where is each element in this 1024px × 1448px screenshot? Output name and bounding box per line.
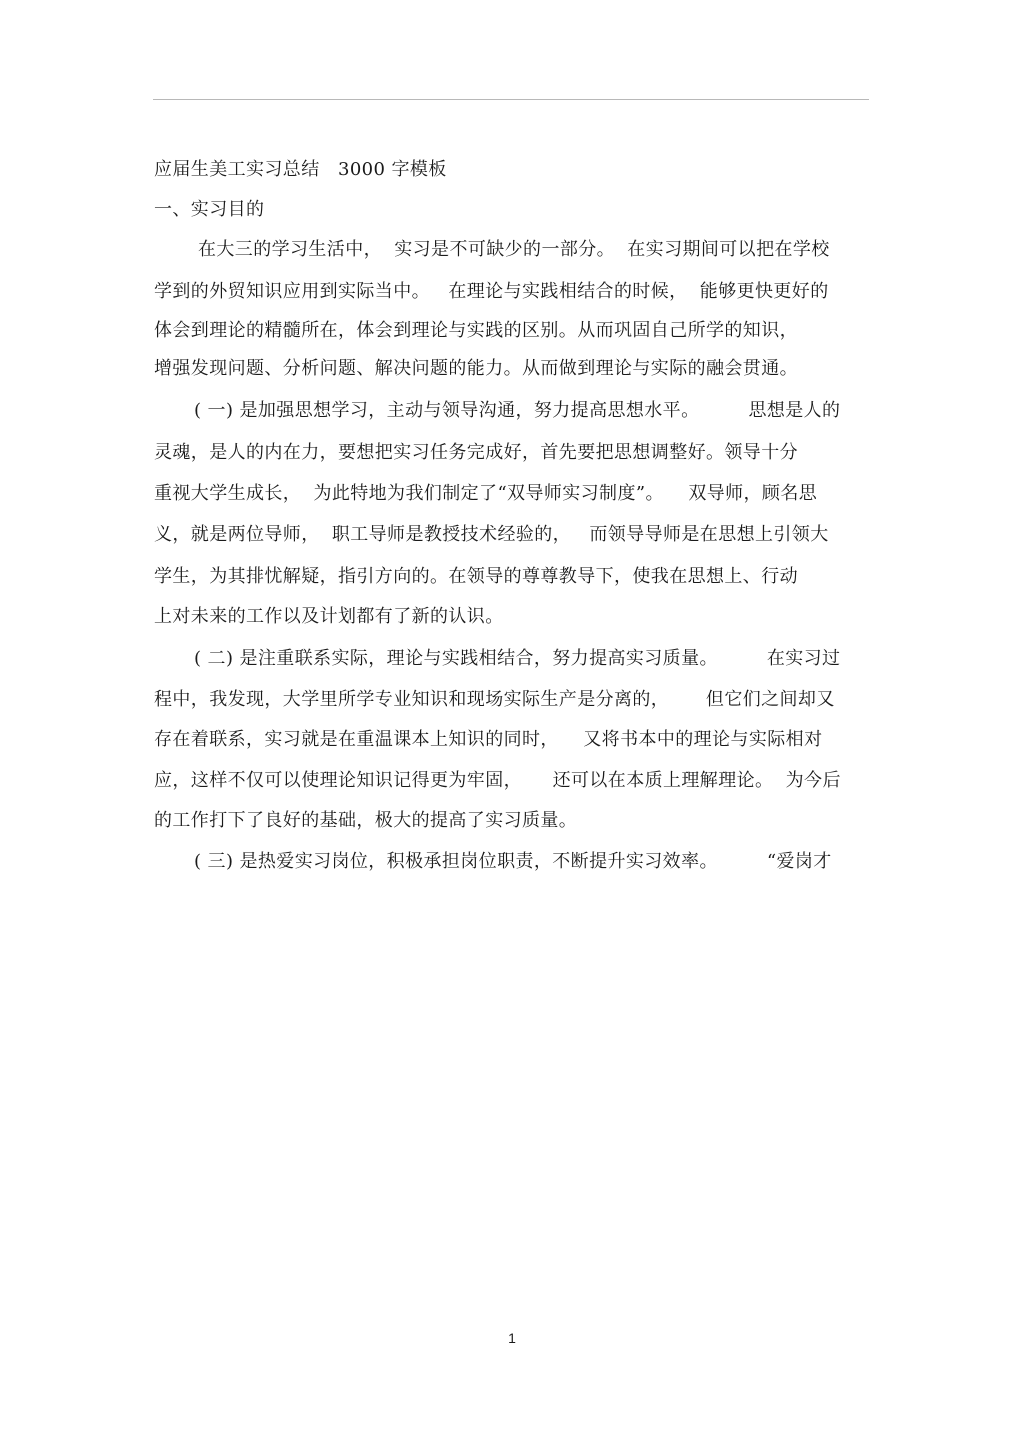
body-line: 义，就是两位导师， 职工导师是教授技术经验的， 而领导导师是在思想上引领大 <box>154 524 829 545</box>
body-line: ( 二) 是注重联系实际，理论与实践相结合，努力提高实习质量。 在实习过 <box>194 648 841 669</box>
body-line: 增强发现问题、分析问题、解决问题的能力。从而做到理论与实际的融会贯通。 <box>154 358 798 379</box>
body-line: 灵魂，是人的内在力，要想把实习任务完成好，首先要把思想调整好。领导十分 <box>154 442 798 463</box>
body-line: 学到的外贸知识应用到实际当中。 在理论与实践相结合的时候， 能够更快更好的 <box>154 281 829 302</box>
section-heading: 一、实习目的 <box>154 199 265 220</box>
body-line: 体会到理论的精髓所在，体会到理论与实践的区别。从而巩固自己所学的知识， <box>154 320 798 341</box>
body-line: 程中，我发现，大学里所学专业知识和现场实际生产是分离的， 但它们之间却又 <box>154 689 835 710</box>
page-number: 1 <box>508 1330 516 1346</box>
body-line: ( 三) 是热爱实习岗位，积极承担岗位职责，不断提升实习效率。 “爱岗才 <box>194 851 832 872</box>
body-line: 上对未来的工作以及计划都有了新的认识。 <box>154 606 504 627</box>
body-line: 在大三的学习生活中， 实习是不可缺少的一部分。 在实习期间可以把在学校 <box>198 239 830 260</box>
body-line: 存在着联系，实习就是在重温课本上知识的同时， 又将书本中的理论与实际相对 <box>154 729 823 750</box>
body-line: 重视大学生成长， 为此特地为我们制定了“双导师实习制度”。 双导师，顾名思 <box>154 483 818 504</box>
document-title: 应届生美工实习总结 3000 字模板 <box>154 159 447 180</box>
body-line: 学生，为其排忧解疑，指引方向的。在领导的尊尊教导下，使我在思想上、行动 <box>154 566 798 587</box>
body-line: ( 一) 是加强思想学习，主动与领导沟通，努力提高思想水平。 思想是人的 <box>194 400 841 421</box>
body-line: 的工作打下了良好的基础，极大的提高了实习质量。 <box>154 810 578 831</box>
header-rule <box>153 99 869 100</box>
body-line: 应，这样不仅可以使理论知识记得更为牢固， 还可以在本质上理解理论。 为今后 <box>154 770 841 791</box>
